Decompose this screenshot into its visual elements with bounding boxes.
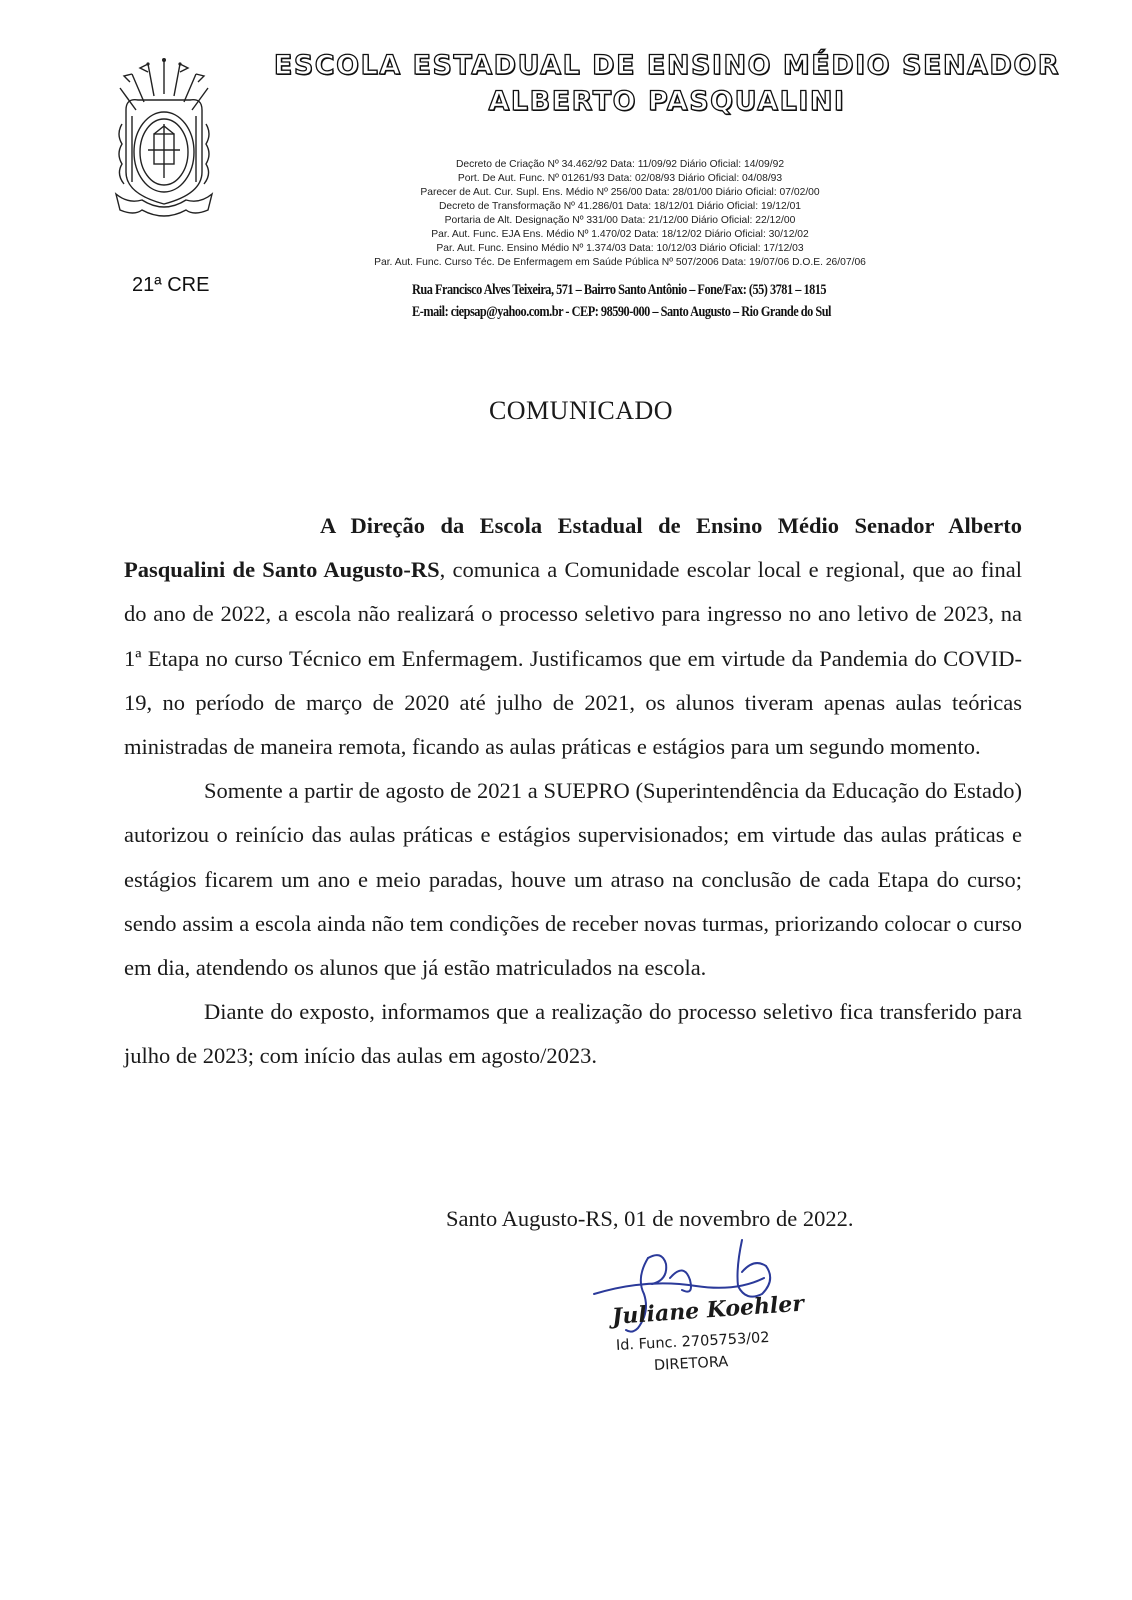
date-line: Santo Augusto-RS, 01 de novembro de 2022.: [446, 1206, 854, 1231]
paragraph-1: [124, 504, 1022, 769]
coat-of-arms-emblem: [108, 54, 220, 222]
decree-line: Portaria de Alt. Designação Nº 331/00 Data: 21/12/00 Diário Oficial: 22/12/00: [444, 215, 796, 226]
decree-line: Par. Aut. Func. EJA Ens. Médio Nº 1.470/02 Data: 18/12/02 Diário Oficial: 30/12/02: [431, 229, 809, 240]
document-body: [124, 504, 1022, 1079]
decree-line: Parecer de Aut. Cur. Supl. Ens. Médio Nº 256/00 Data: 28/01/00 Diário Oficial: 07/02/00: [420, 187, 820, 198]
paragraph-2: Somente a partir de agosto de 2021 a SUEPRO (Superintendência da Educação do Estado) autorizou o reinício das aulas práticas e estágios supervisionados; em virtude das aulas práticas e estágios ficarem um ano e meio paradas, houve um atraso na conclusão de cada Etapa do curso; sendo assim a escola ainda não tem condições de receber novas turmas, priorizando colocar o curso em dia, atendendo os alunos que já estão matriculados na escola.: [124, 778, 1022, 981]
contact-block: [412, 279, 831, 323]
decree-list: [360, 158, 880, 270]
paragraph-1-bold: A Direção da Escola Estadual de Ensino Médio Senador Alberto Pasqualini de Santo Augusto-RS: [124, 513, 1022, 583]
school-name: ESCOLA ESTADUAL DE ENSINO MÉDIO SENADOR ALBERTO PASQUALINI: [273, 50, 1061, 117]
paragraph-3: Diante do exposto, informamos que a realização do processo seletivo fica transferido para julho de 2023; com início das aulas em agosto/2023.: [124, 999, 1022, 1069]
decree-line: Port. De Aut. Func. Nº 01261/93 Data: 02/08/93 Diário Oficial: 04/08/93: [457, 173, 783, 184]
decree-line: Par. Aut. Func. Ensino Médio Nº 1.374/03 Data: 10/12/03 Diário Oficial: 17/12/03: [436, 243, 804, 254]
signer-name: Juliane Koehler: [611, 1290, 805, 1330]
email-line: E-mail: ciepsap@yahoo.com.br - CEP: 98590-000 – Santo Augusto – Rio Grande do Sul: [412, 304, 831, 320]
decree-line: Decreto de Transformação Nº 41.286/01 Data: 18/12/01 Diário Oficial: 19/12/01: [438, 201, 802, 212]
paragraph-1-text: , comunica a Comunidade escolar local e regional, que ao final do ano de 2022, a escola não realizará o processo seletivo para ingresso no ano letivo de 2023, na 1ª Etapa no curso Técnico em Enfermagem. Justificamos que em virtude da Pandemia do COVID-19, no período de março de 2020 até julho de 2021, os alunos tiveram apenas aulas teóricas ministradas de maneira remota, ficando as aulas práticas e estágios para um segundo momento.: [124, 557, 1023, 760]
signer-id: Id. Func. 2705753/02: [615, 1329, 770, 1354]
address-line: Rua Francisco Alves Teixeira, 571 – Bairro Santo Antônio – Fone/Fax: (55) 3781 – 1815: [412, 282, 827, 298]
decree-line: Par. Aut. Func. Curso Téc. De Enfermagem em Saúde Pública Nº 507/2006 Data: 19/07/06 D.O.E. 26/07/06: [374, 257, 866, 268]
cre-label: 21ª CRE: [132, 274, 210, 296]
signer-role: DIRETORA: [653, 1354, 729, 1374]
document-title: COMUNICADO: [488, 396, 674, 425]
decree-line: Decreto de Criação Nº 34.462/92 Data: 11/09/92 Diário Oficial: 14/09/92: [455, 159, 785, 170]
